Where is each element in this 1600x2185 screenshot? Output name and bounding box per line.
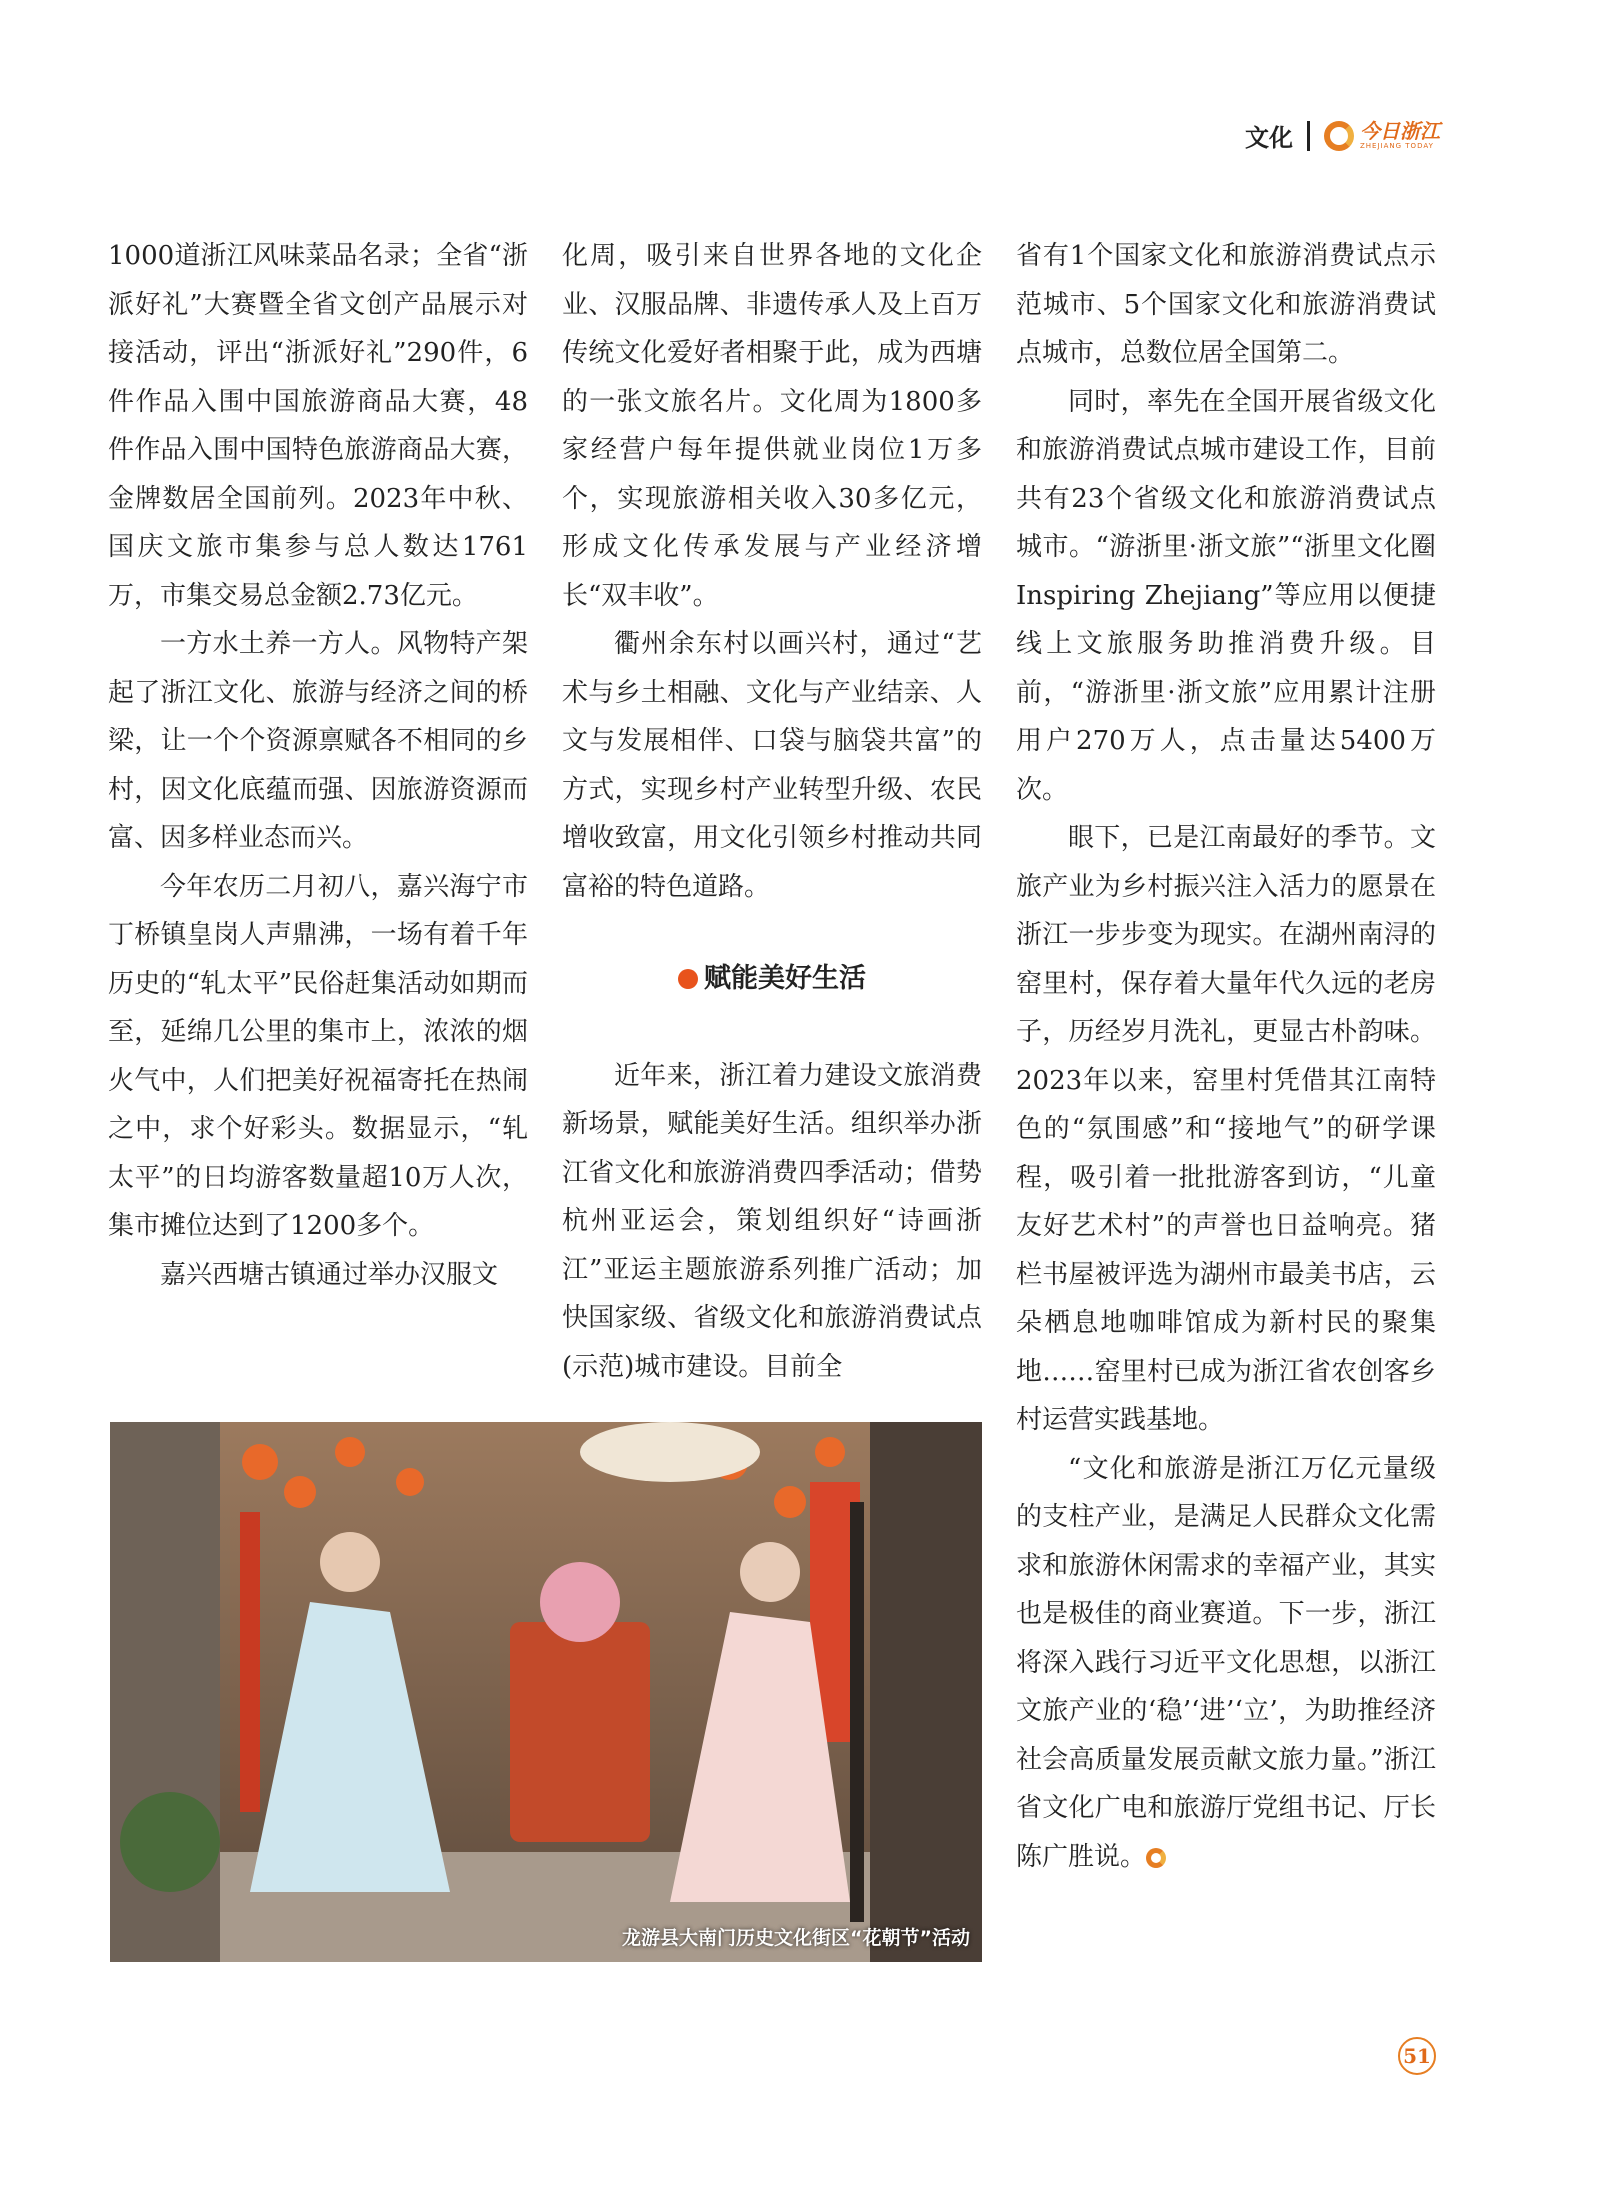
paragraph: 省有1个国家文化和旅游消费试点示范城市、5个国家文化和旅游消费试点城市，总数位居全国第二。 <box>1016 241 1436 368</box>
paragraph: 1000道浙江风味菜品名录；全省“浙派好礼”大赛暨全省文创产品展示对接活动，评出“浙派好礼”290件，6件作品入围中国旅游商品大赛，48件作品入围中国特色旅游商品大赛，金牌数居全国前列。2023年中秋、国庆文旅市集参与总人数达1761万，市集交易总金额2.73亿元。 <box>108 241 528 611</box>
paragraph: 今年农历二月初八，嘉兴海宁市丁桥镇皇岗人声鼎沸，一场有着千年历史的“轧太平”民俗赶集活动如期而至，延绵几公里的集市上，浓浓的烟火气中，人们把美好祝福寄托在热闹之中，求个好彩头。数据显示，“轧太平”的日均游客数量超10万人次，集市摊位达到了1200多个。 <box>108 871 528 1241</box>
end-mark-icon <box>1146 1848 1166 1868</box>
paragraph: 同时，率先在全国开展省级文化和旅游消费试点城市建设工作，目前共有23个省级文化和旅游消费试点城市。“游浙里·浙文旅”“浙里文化圈Inspiring Zhejiang”等应用以便捷线上文旅服务助推消费升级。目前，“游浙里·浙文旅”应用累计注册用户270万人，点击量达5400万次。 <box>1016 386 1436 805</box>
photo-illustration <box>110 1422 982 1962</box>
section-label: 文化 <box>1245 124 1293 152</box>
paragraph: 衢州余东村以画兴村，通过“艺术与乡土相融、文化与产业结亲、人文与发展相伴、口袋与脑袋共富”的方式，实现乡村产业转型升级、农民增收致富，用文化引领乡村推动共同富裕的特色道路。 <box>562 629 982 902</box>
subheading-text: 赋能美好生活 <box>704 963 866 994</box>
article-column-1 <box>108 232 528 1299</box>
paragraph: 近年来，浙江着力建设文旅消费新场景，赋能美好生活。组织举办浙江省文化和旅游消费四季活动；借势杭州亚运会，策划组织好“诗画浙江”亚运主题旅游系列推广活动；加快国家级、省级文化和旅游消费试点(示范)城市建设。目前全 <box>562 1060 982 1382</box>
section-subheading <box>562 955 982 1004</box>
logo-swirl-icon <box>1324 121 1354 151</box>
header-divider <box>1307 121 1310 151</box>
paragraph: 眼下，已是江南最好的季节。文旅产业为乡村振兴注入活力的愿景在浙江一步步变为现实。在湖州南浔的窑里村，保存着大量年代久远的老房子，历经岁月洗礼，更显古朴韵味。2023年以来，窑里村凭借其江南特色的“氛围感”和“接地气”的研学课程，吸引着一批批游客到访，“儿童友好艺术村”的声誉也日益响亮。猪栏书屋被评选为湖州市最美书店，云朵栖息地咖啡馆成为新村民的聚集地……窑里村已成为浙江省农创客乡村运营实践基地。 <box>1016 823 1436 1435</box>
paragraph: 嘉兴西塘古镇通过举办汉服文 <box>160 1259 499 1290</box>
paragraph: 一方水土养一方人。风物特产架起了浙江文化、旅游与经济之间的桥梁，让一个个资源禀赋各不相同的乡村，因文化底蕴而强、因旅游资源而富、因多样业态而兴。 <box>108 629 528 853</box>
photo-caption: 龙游县大南门历史文化街区“花朝节”活动 <box>622 1927 970 1949</box>
bullet-dot-icon <box>678 969 698 989</box>
logo-english-text: ZHEJIANG TODAY <box>1360 142 1434 150</box>
magazine-logo <box>1324 121 1440 151</box>
paragraph: 化周，吸引来自世界各地的文化企业、汉服品牌、非遗传承人及上百万传统文化爱好者相聚于此，成为西塘的一张文旅名片。文化周为1800多家经营户每年提供就业岗位1万多个，实现旅游相关收入30多亿元，形成文化传承发展与产业经济增长“双丰收”。 <box>562 241 982 611</box>
paragraph-final <box>1016 1445 1436 1882</box>
page-number: 51 <box>1398 2037 1436 2075</box>
article-column-2 <box>562 232 982 1391</box>
article-photo <box>110 1422 982 1962</box>
paragraph-text: “文化和旅游是浙江万亿元量级的支柱产业，是满足人民群众文化需求和旅游休闲需求的幸福产业，其实也是极佳的商业赛道。下一步，浙江将深入践行习近平文化思想，以浙江文旅产业的‘稳’‘进’‘立’，为助推经济社会高质量发展贡献文旅力量。”浙江省文化广电和旅游厅党组书记、厅长陈广胜说。 <box>1016 1453 1436 1872</box>
logo-chinese-text: 今日浙江 <box>1360 119 1440 143</box>
article-column-3 <box>1016 232 1436 1881</box>
page-header <box>1245 118 1440 153</box>
